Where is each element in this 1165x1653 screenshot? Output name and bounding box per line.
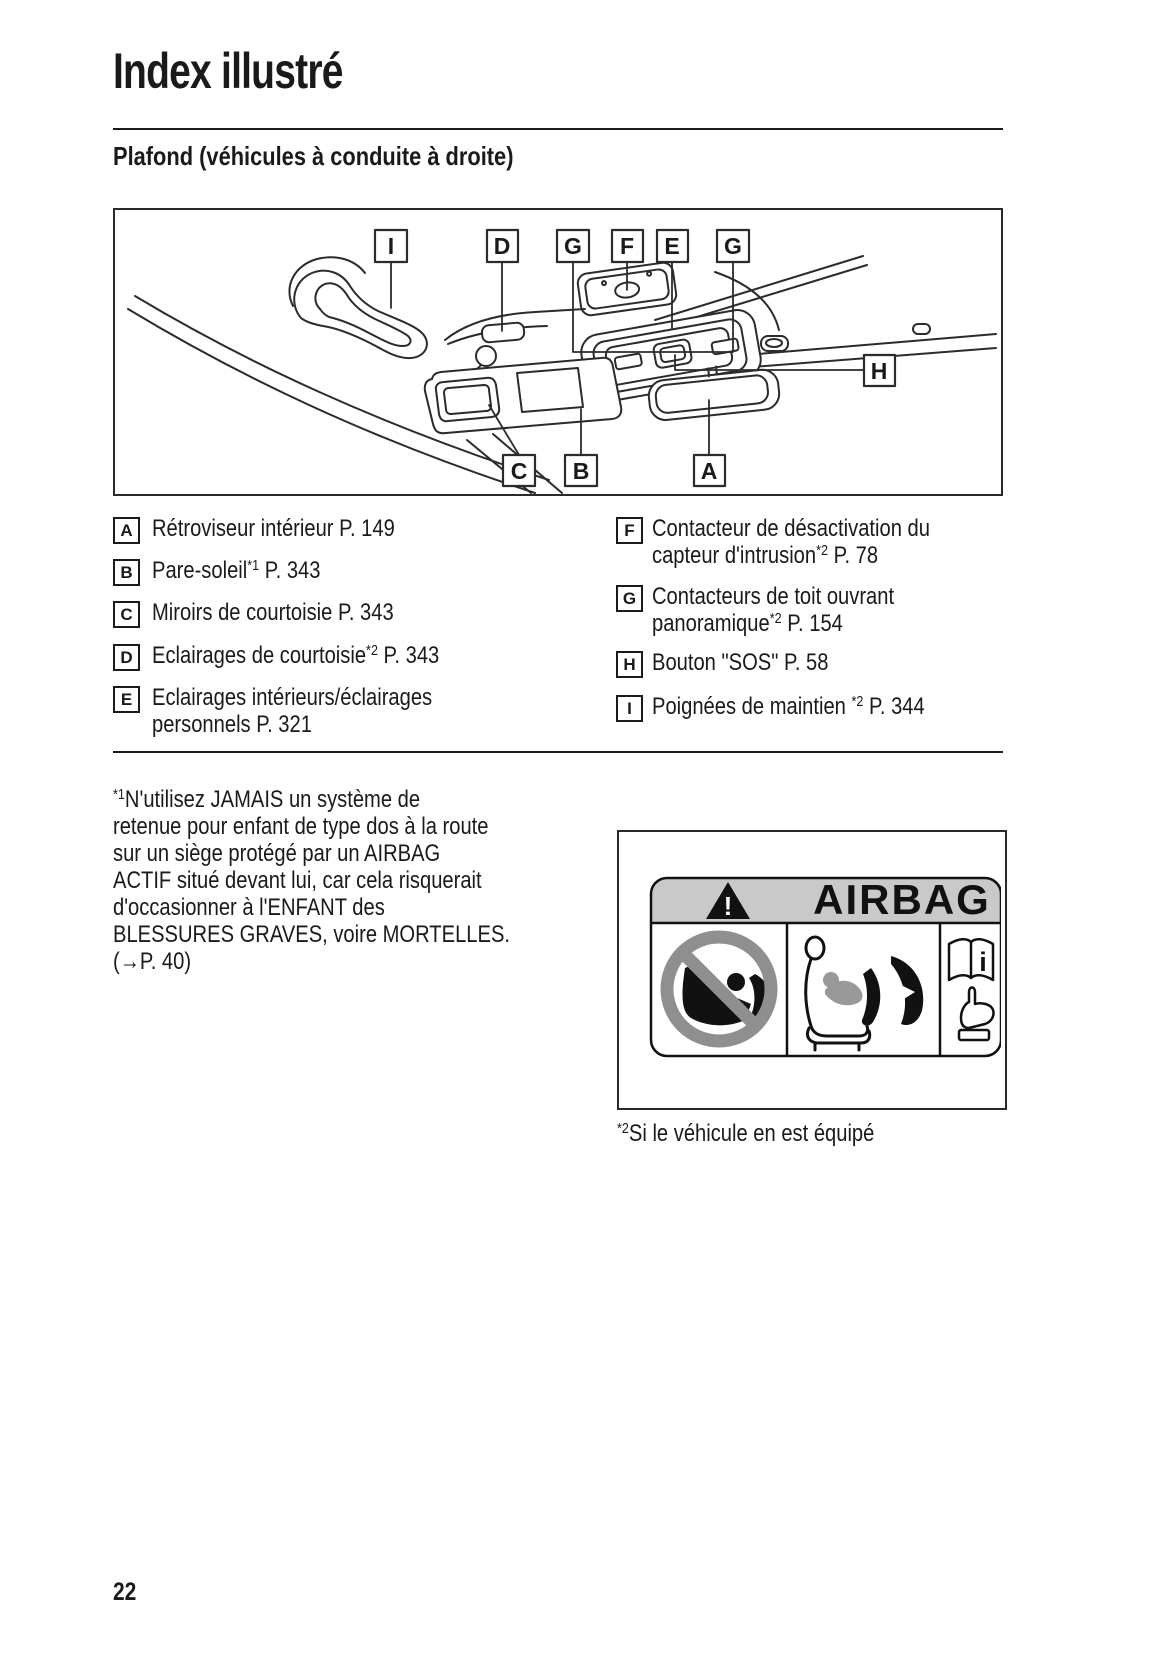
legend-key-badge (616, 517, 643, 544)
grab-handle (289, 257, 426, 358)
legend-key: A (120, 520, 133, 540)
legend-item-a (113, 515, 441, 544)
airbag-warning-label (619, 832, 1001, 1104)
legend-text: panoramique$^{*2}$ P. 154 (652, 610, 843, 637)
legend-text: Poignées de maintien $^{*2}$ P. 344 (652, 693, 925, 720)
legend-key: I (627, 698, 632, 718)
legend-item-g (616, 583, 940, 637)
legend-text: personnels P. 321 (152, 711, 312, 738)
legend-key: G (622, 588, 637, 608)
legend-item-f (616, 515, 983, 569)
callout-letter: C (510, 458, 528, 484)
legend-item-b (113, 557, 353, 586)
footnote-2-sup: *2 (617, 1120, 629, 1137)
airbag-warning-box (617, 830, 1007, 1110)
footnote-1-line: d'occasionner à l'ENFANT des (113, 894, 385, 921)
page-title-text: Index illustré (113, 43, 343, 99)
legend-text: Eclairages intérieurs/éclairages (152, 684, 433, 711)
legend-key-badge (113, 559, 140, 586)
legend-item-c (113, 599, 440, 628)
legend-text: Contacteur de désactivation du (652, 515, 930, 542)
footnote-2-text: Si le véhicule en est équipé (628, 1120, 875, 1147)
sun-visor (425, 358, 621, 433)
legend-key-badge (616, 651, 643, 678)
callout-letter: F (619, 233, 635, 259)
footnote-1-line: sur un siège protégé par un AIRBAG (113, 840, 441, 867)
legend-key: D (120, 647, 133, 667)
legend-key: E (120, 689, 133, 709)
ceiling-diagram (115, 210, 1001, 494)
footnote-1-line: ACTIF situé devant lui, car cela risquerait (113, 867, 482, 894)
legend-text: Rétroviseur intérieur P. 149 (152, 515, 395, 542)
legend-divider (113, 751, 1003, 753)
callout-letter: E (664, 233, 680, 259)
page-number: 22 (113, 1578, 137, 1606)
svg-text:i: i (979, 947, 987, 977)
callout-letter: H (870, 358, 888, 384)
legend-key-badge (113, 517, 140, 544)
legend-text: capteur d'intrusion$^{*2}$ P. 78 (652, 542, 879, 569)
footnote-1-sup: *1 (113, 786, 125, 803)
callout-letter: A (700, 458, 718, 484)
legend-key-badge (113, 686, 140, 713)
legend-text: Contacteurs de toit ouvrant (652, 583, 895, 610)
footnote-1 (113, 786, 586, 975)
legend-key-badge (113, 601, 140, 628)
legend-key: C (120, 604, 133, 624)
callout-letter: G (724, 233, 742, 259)
callout-letter: I (387, 233, 395, 259)
legend-key-badge (616, 695, 643, 722)
legend-text: Miroirs de courtoisie P. 343 (152, 599, 394, 626)
legend-key: H (623, 654, 636, 674)
footnote-1-line: N'utilisez JAMAIS un système de (124, 786, 421, 813)
sos-button (653, 339, 693, 369)
section-heading: Plafond (véhicules à conduite à droite) (113, 141, 514, 171)
figure-box (113, 208, 1003, 496)
callout-letter: B (572, 458, 590, 484)
footnote-1-line: BLESSURES GRAVES, voire MORTELLES. (113, 921, 510, 948)
legend-key: F (624, 520, 635, 540)
callout-letter: G (564, 233, 582, 259)
legend-item-d (113, 642, 494, 671)
legend-item-i (616, 693, 977, 722)
footnote-1-line: (→P. 40) (113, 948, 192, 975)
legend-item-h (616, 649, 862, 678)
legend-key-badge (113, 644, 140, 671)
airbag-title: AIRBAG (813, 876, 991, 923)
footnote-1-line: retenue pour enfant de type dos à la route (113, 813, 489, 840)
title-divider (113, 128, 1003, 130)
legend-key-badge (616, 585, 643, 612)
legend-item-e (113, 684, 486, 738)
svg-text:!: ! (723, 891, 733, 921)
legend-text: Bouton "SOS" P. 58 (652, 649, 829, 676)
footnote-2 (617, 1120, 923, 1147)
page-title (113, 42, 407, 100)
legend-key: B (120, 562, 133, 582)
legend-text: Eclairages de courtoisie$^{*2}$ P. 343 (152, 642, 440, 669)
legend-text: Pare-soleil$^{*1}$ P. 343 (152, 557, 321, 584)
callout-letter: D (493, 233, 511, 259)
